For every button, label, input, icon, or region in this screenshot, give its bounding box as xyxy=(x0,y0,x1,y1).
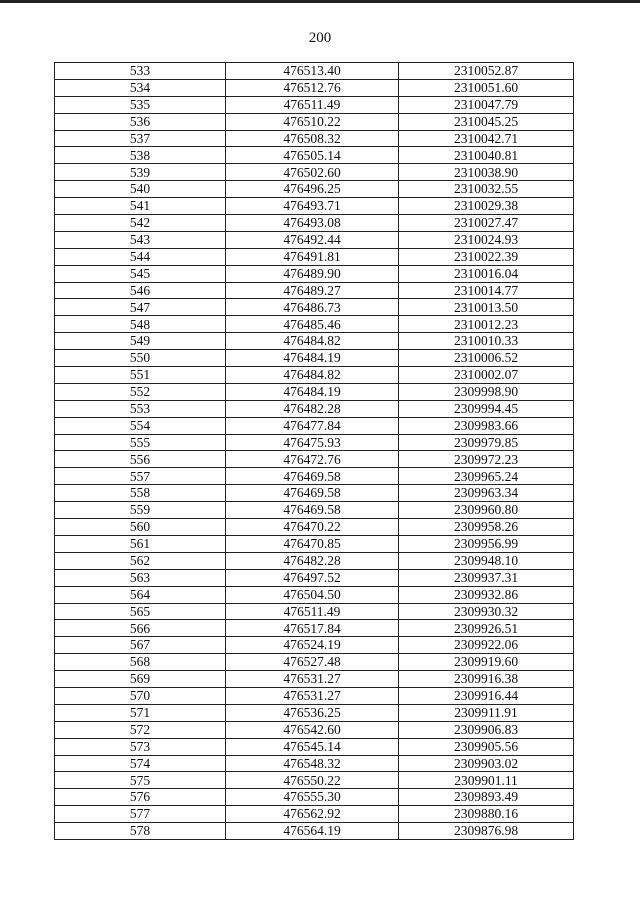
y-coordinate-cell: 2309905.56 xyxy=(399,738,574,755)
table-row xyxy=(55,721,574,738)
x-coordinate-cell: 476508.32 xyxy=(226,130,399,147)
point-number-cell: 570 xyxy=(55,687,226,704)
x-coordinate-cell: 476505.14 xyxy=(226,147,399,164)
coordinates-table-body xyxy=(55,63,574,840)
y-coordinate-cell: 2310014.77 xyxy=(399,282,574,299)
y-coordinate-cell: 2310013.50 xyxy=(399,299,574,316)
y-coordinate-cell: 2309937.31 xyxy=(399,569,574,586)
y-coordinate-cell: 2309926.51 xyxy=(399,620,574,637)
y-coordinate-cell: 2310047.79 xyxy=(399,96,574,113)
top-border-line xyxy=(0,0,640,3)
y-coordinate-cell: 2310012.23 xyxy=(399,316,574,333)
point-number-cell: 545 xyxy=(55,265,226,282)
y-coordinate-cell: 2310006.52 xyxy=(399,350,574,367)
x-coordinate-cell: 476497.52 xyxy=(226,569,399,586)
y-coordinate-cell: 2310038.90 xyxy=(399,164,574,181)
x-coordinate-cell: 476517.84 xyxy=(226,620,399,637)
point-number-cell: 553 xyxy=(55,400,226,417)
table-row xyxy=(55,552,574,569)
x-coordinate-cell: 476542.60 xyxy=(226,721,399,738)
x-coordinate-cell: 476562.92 xyxy=(226,806,399,823)
table-row xyxy=(55,806,574,823)
table-row xyxy=(55,79,574,96)
table-row xyxy=(55,502,574,519)
point-number-cell: 533 xyxy=(55,63,226,80)
x-coordinate-cell: 476472.76 xyxy=(226,451,399,468)
point-number-cell: 534 xyxy=(55,79,226,96)
table-row xyxy=(55,671,574,688)
x-coordinate-cell: 476486.73 xyxy=(226,299,399,316)
x-coordinate-cell: 476482.28 xyxy=(226,400,399,417)
y-coordinate-cell: 2310024.93 xyxy=(399,231,574,248)
point-number-cell: 543 xyxy=(55,231,226,248)
x-coordinate-cell: 476484.19 xyxy=(226,383,399,400)
x-coordinate-cell: 476512.76 xyxy=(226,79,399,96)
x-coordinate-cell: 476548.32 xyxy=(226,755,399,772)
y-coordinate-cell: 2309983.66 xyxy=(399,417,574,434)
y-coordinate-cell: 2310045.25 xyxy=(399,113,574,130)
point-number-cell: 536 xyxy=(55,113,226,130)
y-coordinate-cell: 2310042.71 xyxy=(399,130,574,147)
point-number-cell: 541 xyxy=(55,198,226,215)
point-number-cell: 556 xyxy=(55,451,226,468)
point-number-cell: 554 xyxy=(55,417,226,434)
table-row xyxy=(55,248,574,265)
point-number-cell: 575 xyxy=(55,772,226,789)
x-coordinate-cell: 476511.49 xyxy=(226,96,399,113)
y-coordinate-cell: 2309919.60 xyxy=(399,654,574,671)
table-row xyxy=(55,164,574,181)
point-number-cell: 555 xyxy=(55,434,226,451)
y-coordinate-cell: 2309932.86 xyxy=(399,586,574,603)
point-number-cell: 550 xyxy=(55,350,226,367)
y-coordinate-cell: 2310052.87 xyxy=(399,63,574,80)
table-row xyxy=(55,485,574,502)
y-coordinate-cell: 2309901.11 xyxy=(399,772,574,789)
y-coordinate-cell: 2309916.38 xyxy=(399,671,574,688)
y-coordinate-cell: 2310010.33 xyxy=(399,333,574,350)
x-coordinate-cell: 476492.44 xyxy=(226,231,399,248)
x-coordinate-cell: 476502.60 xyxy=(226,164,399,181)
table-row xyxy=(55,113,574,130)
x-coordinate-cell: 476510.22 xyxy=(226,113,399,130)
table-row xyxy=(55,451,574,468)
x-coordinate-cell: 476484.82 xyxy=(226,367,399,384)
table-row xyxy=(55,823,574,840)
y-coordinate-cell: 2309994.45 xyxy=(399,400,574,417)
x-coordinate-cell: 476475.93 xyxy=(226,434,399,451)
point-number-cell: 535 xyxy=(55,96,226,113)
table-row xyxy=(55,417,574,434)
table-row xyxy=(55,181,574,198)
x-coordinate-cell: 476469.58 xyxy=(226,468,399,485)
point-number-cell: 559 xyxy=(55,502,226,519)
point-number-cell: 566 xyxy=(55,620,226,637)
y-coordinate-cell: 2309979.85 xyxy=(399,434,574,451)
point-number-cell: 546 xyxy=(55,282,226,299)
y-coordinate-cell: 2309916.44 xyxy=(399,687,574,704)
y-coordinate-cell: 2309930.32 xyxy=(399,603,574,620)
y-coordinate-cell: 2309963.34 xyxy=(399,485,574,502)
point-number-cell: 562 xyxy=(55,552,226,569)
x-coordinate-cell: 476489.27 xyxy=(226,282,399,299)
point-number-cell: 558 xyxy=(55,485,226,502)
point-number-cell: 564 xyxy=(55,586,226,603)
y-coordinate-cell: 2309893.49 xyxy=(399,789,574,806)
x-coordinate-cell: 476513.40 xyxy=(226,63,399,80)
table-row xyxy=(55,130,574,147)
point-number-cell: 557 xyxy=(55,468,226,485)
table-row xyxy=(55,400,574,417)
point-number-cell: 539 xyxy=(55,164,226,181)
point-number-cell: 540 xyxy=(55,181,226,198)
table-row xyxy=(55,282,574,299)
y-coordinate-cell: 2310022.39 xyxy=(399,248,574,265)
page-number: 200 xyxy=(308,30,332,46)
y-coordinate-cell: 2309998.90 xyxy=(399,383,574,400)
y-coordinate-cell: 2309972.23 xyxy=(399,451,574,468)
x-coordinate-cell: 476493.71 xyxy=(226,198,399,215)
point-number-cell: 563 xyxy=(55,569,226,586)
y-coordinate-cell: 2310027.47 xyxy=(399,215,574,232)
point-number-cell: 549 xyxy=(55,333,226,350)
x-coordinate-cell: 476470.22 xyxy=(226,519,399,536)
x-coordinate-cell: 476496.25 xyxy=(226,181,399,198)
x-coordinate-cell: 476470.85 xyxy=(226,535,399,552)
point-number-cell: 578 xyxy=(55,823,226,840)
table-row xyxy=(55,789,574,806)
point-number-cell: 565 xyxy=(55,603,226,620)
table-row xyxy=(55,299,574,316)
coordinates-table xyxy=(54,62,574,840)
x-coordinate-cell: 476564.19 xyxy=(226,823,399,840)
table-row xyxy=(55,147,574,164)
table-row xyxy=(55,468,574,485)
point-number-cell: 571 xyxy=(55,704,226,721)
y-coordinate-cell: 2310016.04 xyxy=(399,265,574,282)
x-coordinate-cell: 476493.08 xyxy=(226,215,399,232)
table-row xyxy=(55,316,574,333)
point-number-cell: 548 xyxy=(55,316,226,333)
point-number-cell: 544 xyxy=(55,248,226,265)
point-number-cell: 577 xyxy=(55,806,226,823)
x-coordinate-cell: 476469.58 xyxy=(226,502,399,519)
point-number-cell: 552 xyxy=(55,383,226,400)
point-number-cell: 567 xyxy=(55,637,226,654)
table-row xyxy=(55,198,574,215)
y-coordinate-cell: 2309911.91 xyxy=(399,704,574,721)
point-number-cell: 572 xyxy=(55,721,226,738)
y-coordinate-cell: 2309958.26 xyxy=(399,519,574,536)
x-coordinate-cell: 476524.19 xyxy=(226,637,399,654)
table-row xyxy=(55,569,574,586)
x-coordinate-cell: 476469.58 xyxy=(226,485,399,502)
table-row xyxy=(55,63,574,80)
point-number-cell: 569 xyxy=(55,671,226,688)
y-coordinate-cell: 2309906.83 xyxy=(399,721,574,738)
point-number-cell: 576 xyxy=(55,789,226,806)
table-row xyxy=(55,637,574,654)
x-coordinate-cell: 476485.46 xyxy=(226,316,399,333)
point-number-cell: 551 xyxy=(55,367,226,384)
table-row xyxy=(55,333,574,350)
x-coordinate-cell: 476545.14 xyxy=(226,738,399,755)
y-coordinate-cell: 2310040.81 xyxy=(399,147,574,164)
point-number-cell: 561 xyxy=(55,535,226,552)
point-number-cell: 537 xyxy=(55,130,226,147)
table-row xyxy=(55,603,574,620)
x-coordinate-cell: 476491.81 xyxy=(226,248,399,265)
x-coordinate-cell: 476511.49 xyxy=(226,603,399,620)
x-coordinate-cell: 476477.84 xyxy=(226,417,399,434)
x-coordinate-cell: 476555.30 xyxy=(226,789,399,806)
y-coordinate-cell: 2310029.38 xyxy=(399,198,574,215)
y-coordinate-cell: 2309876.98 xyxy=(399,823,574,840)
point-number-cell: 560 xyxy=(55,519,226,536)
table-row xyxy=(55,215,574,232)
y-coordinate-cell: 2310051.60 xyxy=(399,79,574,96)
x-coordinate-cell: 476531.27 xyxy=(226,671,399,688)
y-coordinate-cell: 2309948.10 xyxy=(399,552,574,569)
table-row xyxy=(55,519,574,536)
table-row xyxy=(55,704,574,721)
x-coordinate-cell: 476550.22 xyxy=(226,772,399,789)
table-row xyxy=(55,620,574,637)
y-coordinate-cell: 2309922.06 xyxy=(399,637,574,654)
table-row xyxy=(55,367,574,384)
point-number-cell: 542 xyxy=(55,215,226,232)
x-coordinate-cell: 476527.48 xyxy=(226,654,399,671)
table-row xyxy=(55,265,574,282)
x-coordinate-cell: 476504.50 xyxy=(226,586,399,603)
x-coordinate-cell: 476484.82 xyxy=(226,333,399,350)
table-row xyxy=(55,687,574,704)
table-row xyxy=(55,586,574,603)
table-row xyxy=(55,738,574,755)
table-row xyxy=(55,434,574,451)
x-coordinate-cell: 476482.28 xyxy=(226,552,399,569)
y-coordinate-cell: 2310002.07 xyxy=(399,367,574,384)
point-number-cell: 568 xyxy=(55,654,226,671)
x-coordinate-cell: 476531.27 xyxy=(226,687,399,704)
point-number-cell: 573 xyxy=(55,738,226,755)
table-row xyxy=(55,350,574,367)
y-coordinate-cell: 2309956.99 xyxy=(399,535,574,552)
x-coordinate-cell: 476489.90 xyxy=(226,265,399,282)
point-number-cell: 538 xyxy=(55,147,226,164)
y-coordinate-cell: 2309960.80 xyxy=(399,502,574,519)
table-row xyxy=(55,755,574,772)
table-row xyxy=(55,772,574,789)
y-coordinate-cell: 2309965.24 xyxy=(399,468,574,485)
x-coordinate-cell: 476484.19 xyxy=(226,350,399,367)
y-coordinate-cell: 2309903.02 xyxy=(399,755,574,772)
y-coordinate-cell: 2310032.55 xyxy=(399,181,574,198)
x-coordinate-cell: 476536.25 xyxy=(226,704,399,721)
table-row xyxy=(55,96,574,113)
y-coordinate-cell: 2309880.16 xyxy=(399,806,574,823)
table-row xyxy=(55,654,574,671)
table-row xyxy=(55,535,574,552)
point-number-cell: 547 xyxy=(55,299,226,316)
table-row xyxy=(55,383,574,400)
table-row xyxy=(55,231,574,248)
point-number-cell: 574 xyxy=(55,755,226,772)
